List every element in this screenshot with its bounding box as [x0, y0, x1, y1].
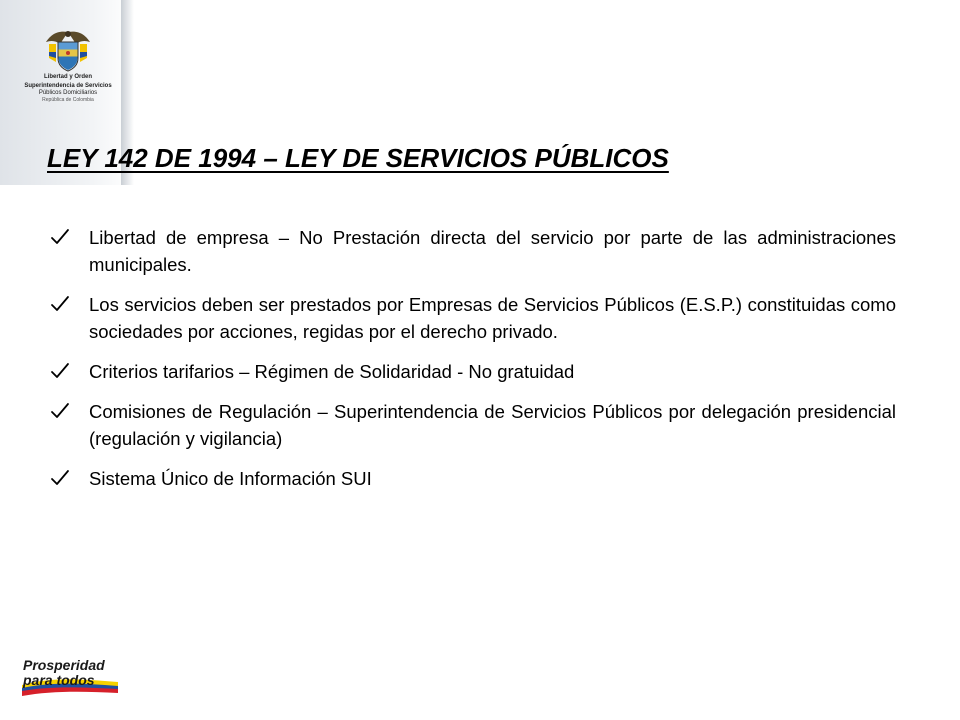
logo-entity-line1: Superintendencia de Servicios — [24, 83, 112, 89]
bullet-list — [50, 224, 896, 505]
checkmark-icon — [50, 294, 70, 314]
bullet-text: Sistema Único de Información SUI — [89, 468, 372, 489]
slide-title: LEY 142 DE 1994 – LEY DE SERVICIOS PÚBLICOS — [47, 143, 669, 173]
bullet-item — [50, 224, 896, 278]
bullet-text: Los servicios deben ser prestados por Empresas de Servicios Públicos (E.S.P.) constituidas como sociedades por acciones, regidas por el derecho privado. — [89, 294, 896, 342]
checkmark-icon — [50, 468, 70, 488]
prosperidad-para-todos-logo — [20, 655, 120, 697]
bullet-text: Criterios tarifarios – Régimen de Solidaridad - No gratuidad — [89, 361, 575, 382]
checkmark-icon — [50, 401, 70, 421]
checkmark-icon — [50, 361, 70, 381]
colombia-coat-of-arms-icon — [16, 28, 120, 74]
logo-motto: Libertad y Orden — [43, 74, 92, 80]
logo-entity-line2: Públicos Domiciliarios — [38, 90, 98, 96]
bullet-item — [50, 358, 896, 385]
bullet-item — [50, 398, 896, 452]
logo-country: República de Colombia — [42, 97, 94, 103]
bullet-item — [50, 465, 896, 492]
bullet-text: Comisiones de Regulación – Superintendencia de Servicios Públicos por delegación presidencial (regulación y vigilancia) — [89, 401, 896, 449]
bullet-item — [50, 291, 896, 345]
bullet-text: Libertad de empresa – No Prestación directa del servicio por parte de las administraciones municipales. — [89, 227, 896, 275]
superservicios-logo — [16, 28, 120, 110]
logo-line1: Prosperidad — [23, 657, 105, 673]
checkmark-icon — [50, 227, 70, 247]
logo-line2: para todos — [23, 672, 95, 688]
